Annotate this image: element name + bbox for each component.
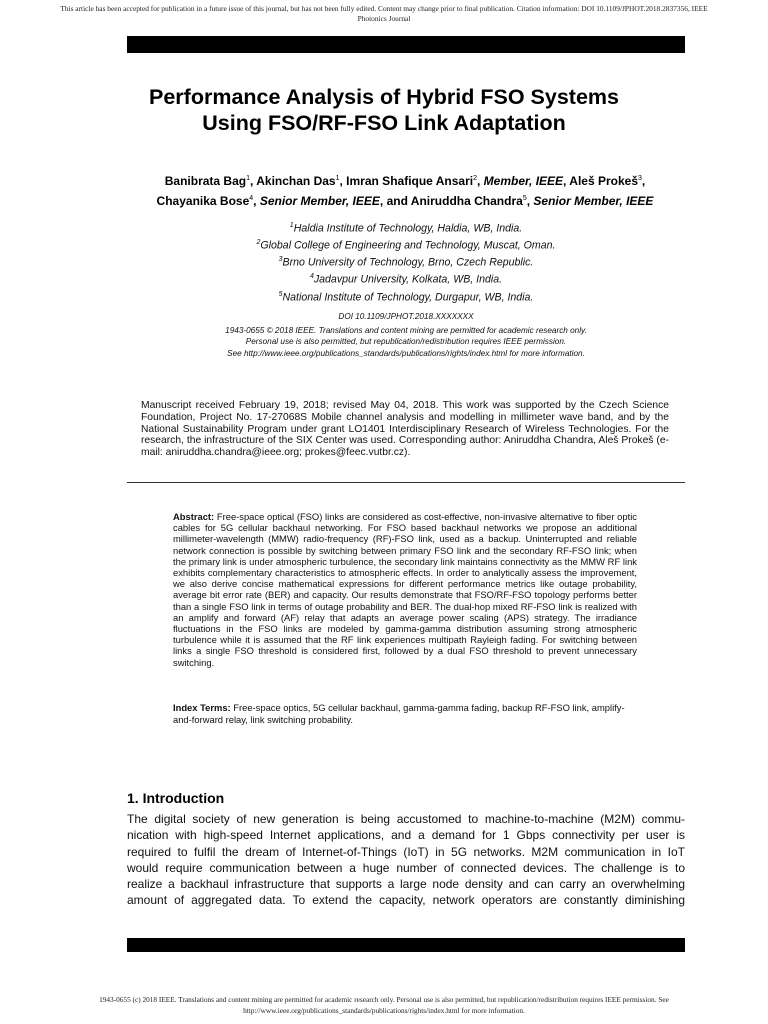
abstract-text: Free-space optical (FSO) links are considered as cost-effective, non-invasive alternative to fiber optic cables for 5G cellular backhaul networking. For FSO based backhaul networks we propose an additional millimeter-wavelength (MMW) radio-frequency (RF)-FSO link, used as a backup. Uninterrupted and reliable network connection is possible by switching between primary FSO link and the secondary RF-FSO link; when the primary link is under atmospheric turbulence, the secondary link maintains connectivity as the MMW RF link exhibits complementary characteristics to atmospheric effects. In order to analytically assess the improvement, we also derive concise mathematical expressions for different performance metrics like outage probability, average bit error rate (BER) and capacity. Our results demonstrate that FSO/RF-FSO topology performs better than a single FSO link in terms of outage probability and BER. The dual-hop mixed RF-FSO link is realized with an amplify and forward (AF) relay that adapts an average power scaling (APS) strategy. The irradiance fluctuations in the FSO links are modeled by gamma-gamma distribution assuming strong atmospheric turbulence while it is assumed that the RF link experiences multipath Rayleigh fading. For switching between links a single FSO threshold is considered first, followed by a dual FSO threshold to prevent unnecessary switching. [173,511,637,668]
header-bar [127,36,685,53]
title-line-1: Performance Analysis of Hybrid FSO Systems [149,85,619,109]
journal-name: Photonics Journal [357,14,411,23]
intro-line: nication with high-speed Internet applications, and a demand for 1 Gbps connectivity per user is [127,828,685,843]
affiliation-text: Haldia Institute of Technology, Haldia, WB, India. [293,222,523,235]
affiliation-list [127,219,685,305]
affiliation-marker: 3 [278,256,283,264]
author-affil-marker: 4 [249,195,254,202]
abstract-label: Abstract: [173,511,215,522]
footer-line: http://www.ieee.org/publications_standards/publications/rights/index.html for more information. [243,1005,525,1015]
abstract [173,511,637,668]
intro-line: required to fulfil the dream of Internet-of-Things (IoT) in 5G networks. M2M communication in IoT [127,844,685,859]
author-affil-marker: 5 [522,195,527,202]
manuscript-note: Manuscript received February 19, 2018; revised May 04, 2018. This work was supported by the Czech Science Foundation, Project No. 17-27068S Mobile channel analysis and modelling in millimeter wave band, and by the National Sustainability Program under grant LO1401 Interdisciplinary Research of Wireless Technologies. For the research, the infrastructure of the SIX Center was used. Corresponding author: Aniruddha Chandra, Aleš Prokeš (e-mail: aniruddha.chandra@ieee.org; prokes@feec.vutbr.cz). [141,400,669,459]
doi-text: DOI 10.1109/JPHOT.2018.XXXXXXX [338,312,474,321]
paper-title [100,84,668,136]
footer-notice [20,995,748,1016]
footer-line: 1943-0655 (c) 2018 IEEE. Translations and content mining are permitted for academic research only. Personal use is also permitted, but republication/redistribution requires IEEE permission. See [99,995,669,1004]
copyright-line: 1943-0655 © 2018 IEEE. Translations and content mining are permitted for academic research only. [225,325,587,335]
author-name: Imran Shafique Ansari [346,174,474,188]
author-role: Senior Member, IEEE [533,194,654,208]
intro-line: The digital society of new generation is being accustomed to machine-to-machine (M2M) commu- [127,812,685,826]
intro-line: realize a backhaul infrastructure that supports a large node density and can carry an overwhelming [127,877,685,892]
header-notice [8,4,760,24]
author-list: Banibrata Bag$^1$, Akinchan Das$^1$, Imran Shafique Ansari$^2$, Member, IEEE, Aleš Prokeš$^3$, Chayanika Bose$^4$, Senior Member, IEEE, and Aniruddha Chandra$^5$, Senior Member, IEEE [156,174,654,208]
affiliation-marker: 4 [309,273,314,281]
copyright-line: See http://www.ieee.org/publications_standards/publications/rights/index.html for more information. [227,348,585,358]
header-notice-line: This article has been accepted for publication in a future issue of this journal, but has not been fully edited. Content may change prior to final publication. Citation information: DOI 10.1109/JPHOT.2018.2837356, IEEE [60,4,708,13]
intro-line: would require communication between a huge number of connected devices. The challenge is to [127,860,685,875]
footer-bar [127,938,685,952]
affiliation-marker: 2 [256,239,261,247]
affiliation-marker: 5 [278,290,283,298]
author-affil-marker: 3 [638,175,642,182]
author-role: Senior Member, IEEE [259,194,380,208]
author-affil-marker: 1 [335,175,340,182]
index-terms [173,702,637,726]
title-line-2: Using FSO/RF-FSO Link Adaptation [202,111,566,135]
index-terms-text: Free-space optics, 5G cellular backhaul, gamma-gamma fading, backup RF-FSO link, amplify-and-forward relay, link switching probability. [173,702,625,725]
author-name: Chayanika Bose [156,194,250,208]
section-heading: 1. Introduction [127,790,225,806]
author-name: Aniruddha Chandra [410,194,523,208]
affiliation-marker: 1 [289,222,294,229]
affiliation-text: Brno University of Technology, Brno, Czech Republic. [282,256,534,269]
author-affil-marker: 1 [246,175,250,182]
author-role: Member, IEEE [483,174,564,188]
copyright-line: Personal use is also permitted, but republication/redistribution requires IEEE permission. [245,337,567,346]
index-terms-label: Index Terms: [173,702,231,713]
affiliation-item [127,236,685,253]
affiliation-item [127,270,685,287]
affiliation-item [127,288,685,305]
intro-paragraph [127,811,685,909]
intro-line: amount of aggregated data. To extend the capacity, network operators are constantly diminishing [127,893,685,908]
affiliation-text: Global College of Engineering and Technology, Muscat, Oman. [260,239,556,252]
doi-block [127,311,685,359]
affiliation-text: National Institute of Technology, Durgapur, WB, India. [282,291,534,304]
author-name: Banibrata Bag [164,174,247,188]
affiliation-item [127,253,685,270]
authors-conjunction: and [386,194,408,208]
affiliation-item [127,219,685,236]
affiliation-text: Jadavpur University, Kolkata, WB, India. [313,273,503,286]
divider [127,482,685,483]
author-name: Akinchan Das [256,174,336,188]
author-affil-marker: 2 [473,175,477,182]
author-name: Aleš Prokeš [569,174,638,188]
